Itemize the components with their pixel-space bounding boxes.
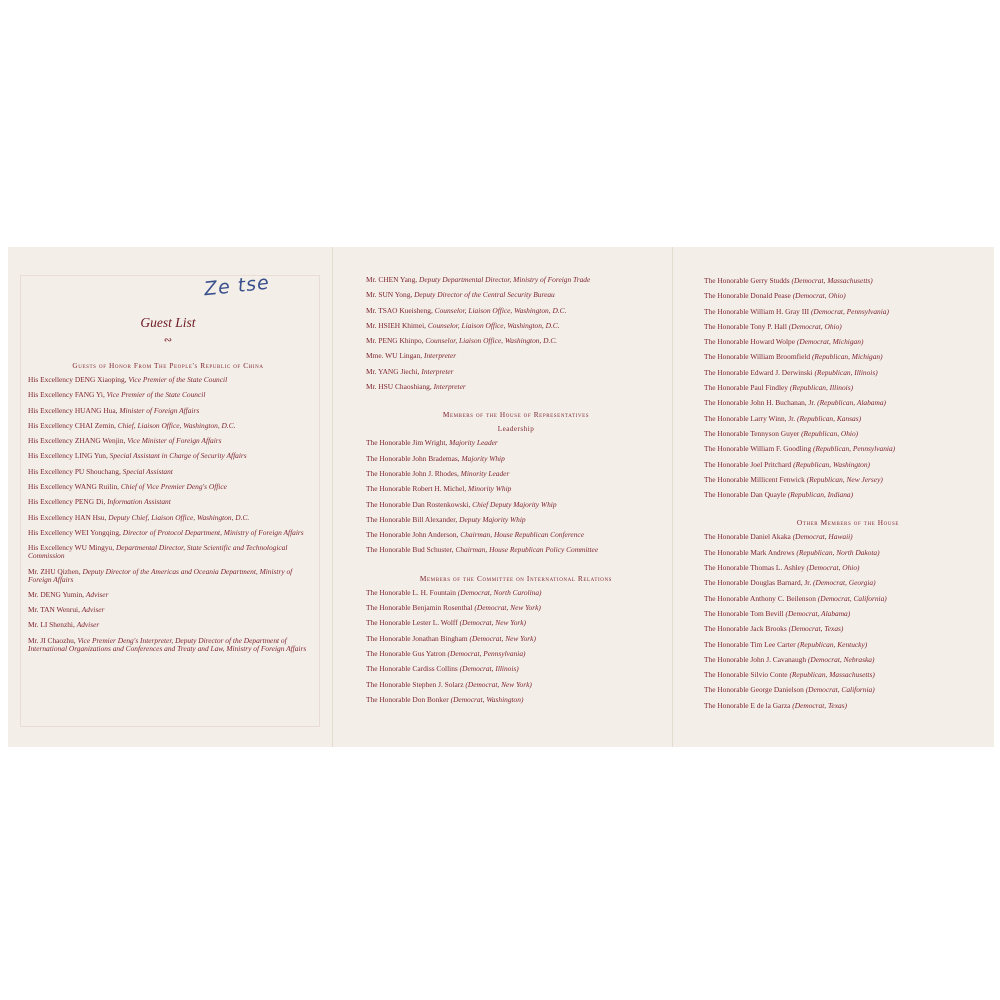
guest-name: John Anderson, xyxy=(412,530,459,540)
guest-name: E de la Garza xyxy=(750,700,791,710)
guest-title: (Republican, Pennsylvania) xyxy=(813,444,896,454)
guest-name: FANG Yi, xyxy=(74,390,105,400)
guest-name: SUN Yong, xyxy=(378,290,413,300)
list-item xyxy=(366,531,666,539)
list-item xyxy=(366,619,666,627)
honorific: Mr. xyxy=(28,605,39,615)
fold-line xyxy=(672,247,673,747)
guest-title: Adviser xyxy=(81,605,105,615)
guest-title: Interpreter xyxy=(421,366,454,376)
guest-title: (Democrat, New York) xyxy=(474,603,541,613)
guest-name: Silvio Conte xyxy=(750,670,788,680)
guest-title: (Republican, Kentucky) xyxy=(797,639,868,649)
honorific: The Honorable xyxy=(366,453,411,463)
guest-name: WANG Ruilin, xyxy=(74,482,120,492)
honorific: Mr. xyxy=(28,635,39,645)
list-item xyxy=(704,491,992,499)
guest-title: Chairman, House Republican Policy Committee xyxy=(455,545,599,555)
guest-title: (Republican, New Jersey) xyxy=(806,474,883,484)
list-item xyxy=(366,635,666,643)
guest-name: Anthony C. Beilenson xyxy=(750,593,816,603)
honorific: His Excellency xyxy=(28,451,73,461)
guest-title: (Democrat, Illinois) xyxy=(459,664,519,674)
list-item xyxy=(366,439,666,447)
list-item xyxy=(704,277,992,285)
guest-title: (Democrat, North Carolina) xyxy=(457,587,542,597)
honorific: The Honorable xyxy=(366,468,411,478)
guest-name: Howard Wolpe xyxy=(750,337,796,347)
list-item xyxy=(366,352,666,360)
guest-title: Adviser xyxy=(76,620,100,630)
guest-list-card xyxy=(8,247,994,747)
guest-name: William H. Gray III xyxy=(750,306,810,316)
honorific: The Honorable xyxy=(366,484,411,494)
guest-title: (Democrat, Alabama) xyxy=(785,608,851,618)
list-item xyxy=(366,501,666,509)
section-header: Guests of Honor From The People's Republic of China xyxy=(72,361,264,370)
guest-name: LING Yun, xyxy=(74,451,108,461)
honorific: The Honorable xyxy=(366,530,411,540)
guest-name: HUANG Hua, xyxy=(74,405,118,415)
list-item xyxy=(28,637,308,653)
guest-name: JI Chaozhu, xyxy=(40,635,76,645)
guest-name: George Danielson xyxy=(750,685,804,695)
guest-title: (Democrat, Washington) xyxy=(450,694,524,704)
guest-name: Tom Bevill xyxy=(750,608,784,618)
guest-name: Benjamin Rosenthal xyxy=(412,603,473,613)
honorific: His Excellency xyxy=(28,527,73,537)
guest-title: Majority Whip xyxy=(461,453,505,463)
guest-title: (Democrat, Pennsylvania) xyxy=(810,306,889,316)
honorific: Mr. xyxy=(366,305,377,315)
list-item xyxy=(704,338,992,346)
list-item xyxy=(28,376,308,384)
guest-title: (Democrat, New York) xyxy=(469,633,536,643)
honorific: The Honorable xyxy=(704,639,749,649)
list-item xyxy=(704,323,992,331)
list-item xyxy=(704,595,992,603)
honorific: The Honorable xyxy=(704,532,749,542)
honorific: The Honorable xyxy=(704,654,749,664)
guest-name: CHAI Zemin, xyxy=(74,420,116,430)
list-item xyxy=(366,307,666,315)
honorific: The Honorable xyxy=(704,306,749,316)
honorific: The Honorable xyxy=(704,474,749,484)
honorific: The Honorable xyxy=(366,587,411,597)
guest-title: Director of Protocol Department, Ministry of Foreign Affairs xyxy=(122,527,304,537)
list-item xyxy=(704,399,992,407)
guest-name: HAN Hsu, xyxy=(74,512,107,522)
subsection-header: Leadership xyxy=(497,425,535,434)
honorific: Mr. xyxy=(28,620,39,630)
guest-name: Gus Yatron xyxy=(412,648,446,658)
guest-name: Stephen J. Solarz xyxy=(412,679,464,689)
guest-name: Tim Lee Carter xyxy=(750,639,796,649)
list-item xyxy=(28,606,308,614)
list-item xyxy=(366,485,666,493)
list-item xyxy=(704,308,992,316)
guest-title: Minority Whip xyxy=(468,484,512,494)
guest-title: (Democrat, Pennsylvania) xyxy=(447,648,526,658)
page-title: Guest List xyxy=(140,315,196,330)
list-item xyxy=(366,546,666,554)
guest-title: (Republican, Kansas) xyxy=(797,413,862,423)
guest-name: DENG Yumin, xyxy=(40,589,85,599)
list-item xyxy=(704,415,992,423)
guest-title: (Democrat, Nebraska) xyxy=(807,654,875,664)
guest-name: Millicent Fenwick xyxy=(750,474,805,484)
honorific: The Honorable xyxy=(366,514,411,524)
honorific: The Honorable xyxy=(704,563,749,573)
fold-line xyxy=(332,247,333,747)
guests-of-honor-list xyxy=(28,357,308,660)
right-list xyxy=(704,277,992,717)
guest-title: Vice Premier of the State Council xyxy=(106,390,206,400)
honorific: The Honorable xyxy=(704,685,749,695)
honorific: The Honorable xyxy=(704,700,749,710)
guest-name: John H. Buchanan, Jr. xyxy=(750,398,816,408)
guest-title: Majority Leader xyxy=(449,438,498,448)
guest-name: Thomas L. Ashley xyxy=(750,563,805,573)
guest-title: (Democrat, New York) xyxy=(465,679,532,689)
honorific: The Honorable xyxy=(366,694,411,704)
honorific: Mr. xyxy=(366,275,377,284)
guest-title: (Democrat, California) xyxy=(817,593,887,603)
guest-title: (Republican, North Dakota) xyxy=(796,547,880,557)
honorific: The Honorable xyxy=(704,337,749,347)
list-item xyxy=(704,533,992,541)
guest-name: DENG Xiaoping, xyxy=(74,375,127,384)
honorific: His Excellency xyxy=(28,543,73,553)
guest-name: Lester L. Wolff xyxy=(412,618,458,628)
list-item xyxy=(28,468,308,476)
spacer xyxy=(366,398,666,406)
guest-title: Interpreter xyxy=(433,382,466,392)
guest-name: Douglas Barnard, Jr. xyxy=(750,578,812,588)
list-item xyxy=(704,686,992,694)
guest-name: HSU Chaoshiang, xyxy=(378,382,432,392)
list-item xyxy=(704,476,992,484)
list-item xyxy=(704,353,992,361)
guest-title: Counselor, Liaison Office, Washington, D.C. xyxy=(425,336,558,346)
guest-name: Jim Wright, xyxy=(412,438,448,448)
guest-name: Bud Schuster, xyxy=(412,545,454,555)
guest-title: (Democrat, Ohio) xyxy=(806,563,860,573)
guest-name: WU Mingyu, xyxy=(74,543,115,553)
honorific: The Honorable xyxy=(366,618,411,628)
honorific: The Honorable xyxy=(704,578,749,588)
guest-name: Gerry Studds xyxy=(750,276,790,285)
guest-name: John Brademas, xyxy=(412,453,460,463)
list-item xyxy=(366,322,666,330)
honorific: Mr. xyxy=(366,366,377,376)
guest-title: (Democrat, Georgia) xyxy=(813,578,876,588)
guest-title: (Republican, Illinois) xyxy=(789,383,854,393)
list-item xyxy=(366,604,666,612)
honorific: His Excellency xyxy=(28,512,73,522)
guest-title: Vice Premier of the State Council xyxy=(128,375,228,384)
honorific: The Honorable xyxy=(704,276,749,285)
guest-title: Chief Deputy Majority Whip xyxy=(472,499,557,509)
list-item xyxy=(28,591,308,599)
honorific: His Excellency xyxy=(28,482,73,492)
list-item xyxy=(704,430,992,438)
list-item xyxy=(28,391,308,399)
list-item xyxy=(366,368,666,376)
guest-title: (Democrat, California) xyxy=(805,685,875,695)
honorific: His Excellency xyxy=(28,466,73,476)
guest-name: Don Bonker xyxy=(412,694,449,704)
list-item xyxy=(366,589,666,597)
guest-name: YANG Jiechi, xyxy=(378,366,420,376)
guest-title: (Democrat, Hawaii) xyxy=(792,532,853,542)
list-item xyxy=(366,516,666,524)
honorific: The Honorable xyxy=(366,679,411,689)
list-item xyxy=(28,621,308,629)
list-item xyxy=(366,276,666,284)
list-item xyxy=(28,407,308,415)
guest-title: (Democrat, Texas) xyxy=(788,624,844,634)
honorific: The Honorable xyxy=(704,352,749,362)
guest-title: Chairman, House Republican Conference xyxy=(460,530,584,540)
list-item xyxy=(366,665,666,673)
guest-name: Bill Alexander, xyxy=(412,514,458,524)
guest-name: Cardiss Collins xyxy=(412,664,458,674)
guest-title: Information Assistant xyxy=(107,497,171,507)
honorific: The Honorable xyxy=(704,413,749,423)
panel-right xyxy=(676,247,994,747)
panel-left xyxy=(8,247,328,747)
guest-name: Daniel Akaka xyxy=(750,532,791,542)
honorific: The Honorable xyxy=(366,603,411,613)
guest-name: Robert H. Michel, xyxy=(412,484,467,494)
list-item xyxy=(704,702,992,710)
list-item xyxy=(28,529,308,537)
guest-name: TSAO Kueisheng, xyxy=(378,305,433,315)
list-item xyxy=(704,610,992,618)
guest-title: Special Assistant in Charge of Security Affairs xyxy=(109,451,247,461)
list-item xyxy=(28,483,308,491)
guest-title: (Democrat, Ohio) xyxy=(788,321,842,331)
guest-name: LI Shenzhi, xyxy=(40,620,75,630)
honorific: The Honorable xyxy=(704,444,749,454)
guest-name: Tennyson Guyer xyxy=(750,428,800,438)
guest-title: Vice Premier Deng's Interpreter, Deputy Director of the Department of International Organizations and Conferences and Treaty and Law, Ministry of Foreign Affairs xyxy=(28,635,307,653)
guest-title: Special Assistant xyxy=(122,466,173,476)
list-item xyxy=(704,671,992,679)
list-item xyxy=(704,369,992,377)
honorific: His Excellency xyxy=(28,420,73,430)
list-item xyxy=(28,498,308,506)
honorific: The Honorable xyxy=(366,499,411,509)
list-item xyxy=(28,422,308,430)
honorific: Mr. xyxy=(28,566,39,576)
list-item xyxy=(704,656,992,664)
guest-title: (Republican, Illinois) xyxy=(814,367,878,377)
guest-title: Interpreter xyxy=(423,351,457,361)
guest-name: Mark Andrews xyxy=(750,547,795,557)
list-item xyxy=(366,696,666,704)
guest-name: William F. Goodling xyxy=(750,444,812,454)
honorific: The Honorable xyxy=(704,428,749,438)
guest-name: TAN Wenrui, xyxy=(40,605,80,615)
honorific: His Excellency xyxy=(28,405,73,415)
honorific: The Honorable xyxy=(366,545,411,555)
guest-name: HSIEH Khimei, xyxy=(378,320,426,330)
guest-name: Dan Quayle xyxy=(750,490,786,500)
guest-name: Donald Pease xyxy=(750,291,791,301)
honorific: The Honorable xyxy=(704,321,749,331)
honorific: His Excellency xyxy=(28,375,73,384)
list-item xyxy=(366,681,666,689)
guest-title: (Republican, Washington) xyxy=(793,459,871,469)
guest-title: (Republican, Alabama) xyxy=(817,398,886,408)
honorific: The Honorable xyxy=(366,648,411,658)
honorific: The Honorable xyxy=(704,593,749,603)
guest-name: PU Shouchang, xyxy=(74,466,121,476)
list-item xyxy=(704,549,992,557)
middle-list xyxy=(366,276,666,711)
guest-title: Deputy Majority Whip xyxy=(459,514,526,524)
guest-title: Adviser xyxy=(85,589,109,599)
guest-title: (Republican, Indiana) xyxy=(787,490,854,500)
guest-name: William Broomfield xyxy=(750,352,811,362)
list-item xyxy=(28,514,308,522)
list-item xyxy=(366,470,666,478)
guest-title: (Republican, Michigan) xyxy=(811,352,883,362)
guest-name: Jonathan Bingham xyxy=(412,633,468,643)
list-item xyxy=(28,437,308,445)
honorific: Mme. xyxy=(366,351,384,361)
list-item xyxy=(704,445,992,453)
honorific: The Honorable xyxy=(366,438,411,448)
guest-name: Jack Brooks xyxy=(750,624,787,634)
guest-name: John J. Cavanaugh xyxy=(750,654,807,664)
guest-title: Minority Leader xyxy=(460,468,510,478)
guest-title: (Democrat, Ohio) xyxy=(792,291,846,301)
honorific: The Honorable xyxy=(704,490,749,500)
guest-name: Joel Pritchard xyxy=(750,459,792,469)
honorific: The Honorable xyxy=(704,459,749,469)
guest-title: Deputy Director of the Central Security Bureau xyxy=(414,290,555,300)
honorific: Mr. xyxy=(366,382,377,392)
guest-title: Chief, Liaison Office, Washington, D.C. xyxy=(117,420,236,430)
list-item xyxy=(366,337,666,345)
guest-title: Minister of Foreign Affairs xyxy=(119,405,200,415)
guest-name: Paul Findley xyxy=(750,383,788,393)
honorific: The Honorable xyxy=(366,664,411,674)
guest-name: Edward J. Derwinski xyxy=(750,367,813,377)
honorific: Mr. xyxy=(366,336,377,346)
guest-title: Chief of Vice Premier Deng's Office xyxy=(120,482,227,492)
guest-name: L. H. Fountain xyxy=(412,587,456,597)
guest-name: ZHU Qizhen, xyxy=(40,566,81,576)
spacer xyxy=(704,506,992,514)
honorific: Mr. xyxy=(366,290,377,300)
guest-title: Deputy Director of the Americas and Oceania Department, Ministry of Foreign Affairs xyxy=(28,566,293,584)
honorific: The Honorable xyxy=(704,367,749,377)
guest-name: WU Lingan, xyxy=(385,351,423,361)
guest-title: Counselor, Liaison Office, Washington, D.C. xyxy=(434,305,567,315)
guest-title: (Democrat, Michigan) xyxy=(796,337,864,347)
honorific: His Excellency xyxy=(28,436,73,446)
guest-name: WEI Yongqing, xyxy=(74,527,121,537)
guest-title: (Republican, Ohio) xyxy=(801,428,859,438)
honorific: The Honorable xyxy=(704,608,749,618)
handwritten-signature: Ze tse xyxy=(203,271,271,301)
guest-title: Vice Minister of Foreign Affairs xyxy=(127,436,222,446)
section-header: Members of the Committee on International Relations xyxy=(419,573,613,583)
guest-title: Deputy Departmental Director, Ministry of Foreign Trade xyxy=(419,275,591,284)
guest-title: Deputy Chief, Liaison Office, Washington, D.C. xyxy=(108,512,250,522)
honorific: Mr. xyxy=(28,589,39,599)
guest-name: Dan Rostenkowski, xyxy=(412,499,471,509)
guest-title: Counselor, Liaison Office, Washington, D.C. xyxy=(427,320,560,330)
honorific: His Excellency xyxy=(28,390,73,400)
honorific: The Honorable xyxy=(704,383,749,393)
list-item xyxy=(28,452,308,460)
honorific: The Honorable xyxy=(704,398,749,408)
guest-title: (Republican, Massachusetts) xyxy=(789,670,875,680)
spacer xyxy=(366,562,666,570)
guest-title: (Democrat, Texas) xyxy=(792,700,848,710)
list-item xyxy=(704,292,992,300)
guest-title: (Democrat, Massachusetts) xyxy=(791,276,873,285)
honorific: The Honorable xyxy=(704,547,749,557)
honorific: Mr. xyxy=(366,320,377,330)
guest-name: Larry Winn, Jr. xyxy=(750,413,796,423)
list-item xyxy=(704,564,992,572)
list-item xyxy=(28,544,308,560)
section-header: Members of the House of Representatives xyxy=(442,410,590,420)
list-item xyxy=(366,650,666,658)
panel-middle xyxy=(336,247,668,747)
guest-title: Departmental Director, State Scientific and Technological Commission xyxy=(28,543,288,561)
honorific: His Excellency xyxy=(28,497,73,507)
guest-name: ZHANG Wenjin, xyxy=(74,436,126,446)
list-item xyxy=(704,384,992,392)
guest-title: (Democrat, New York) xyxy=(459,618,527,628)
list-item xyxy=(366,291,666,299)
honorific: The Honorable xyxy=(366,633,411,643)
honorific: The Honorable xyxy=(704,624,749,634)
guest-name: PENG Di, xyxy=(74,497,106,507)
guest-name: PENG Khinpo, xyxy=(378,336,424,346)
list-item xyxy=(704,641,992,649)
guest-name: CHEN Yang, xyxy=(378,275,418,284)
section-header: Other Members of the House xyxy=(796,518,900,528)
honorific: The Honorable xyxy=(704,670,749,680)
list-item xyxy=(704,579,992,587)
list-item xyxy=(704,625,992,633)
list-item xyxy=(28,568,308,584)
guest-name: John J. Rhodes, xyxy=(412,468,459,478)
list-item xyxy=(366,383,666,391)
guest-name: Tony P. Hall xyxy=(750,321,787,331)
list-item xyxy=(704,461,992,469)
ornament-icon: ∾ xyxy=(163,335,173,346)
list-item xyxy=(366,455,666,463)
honorific: The Honorable xyxy=(704,291,749,301)
